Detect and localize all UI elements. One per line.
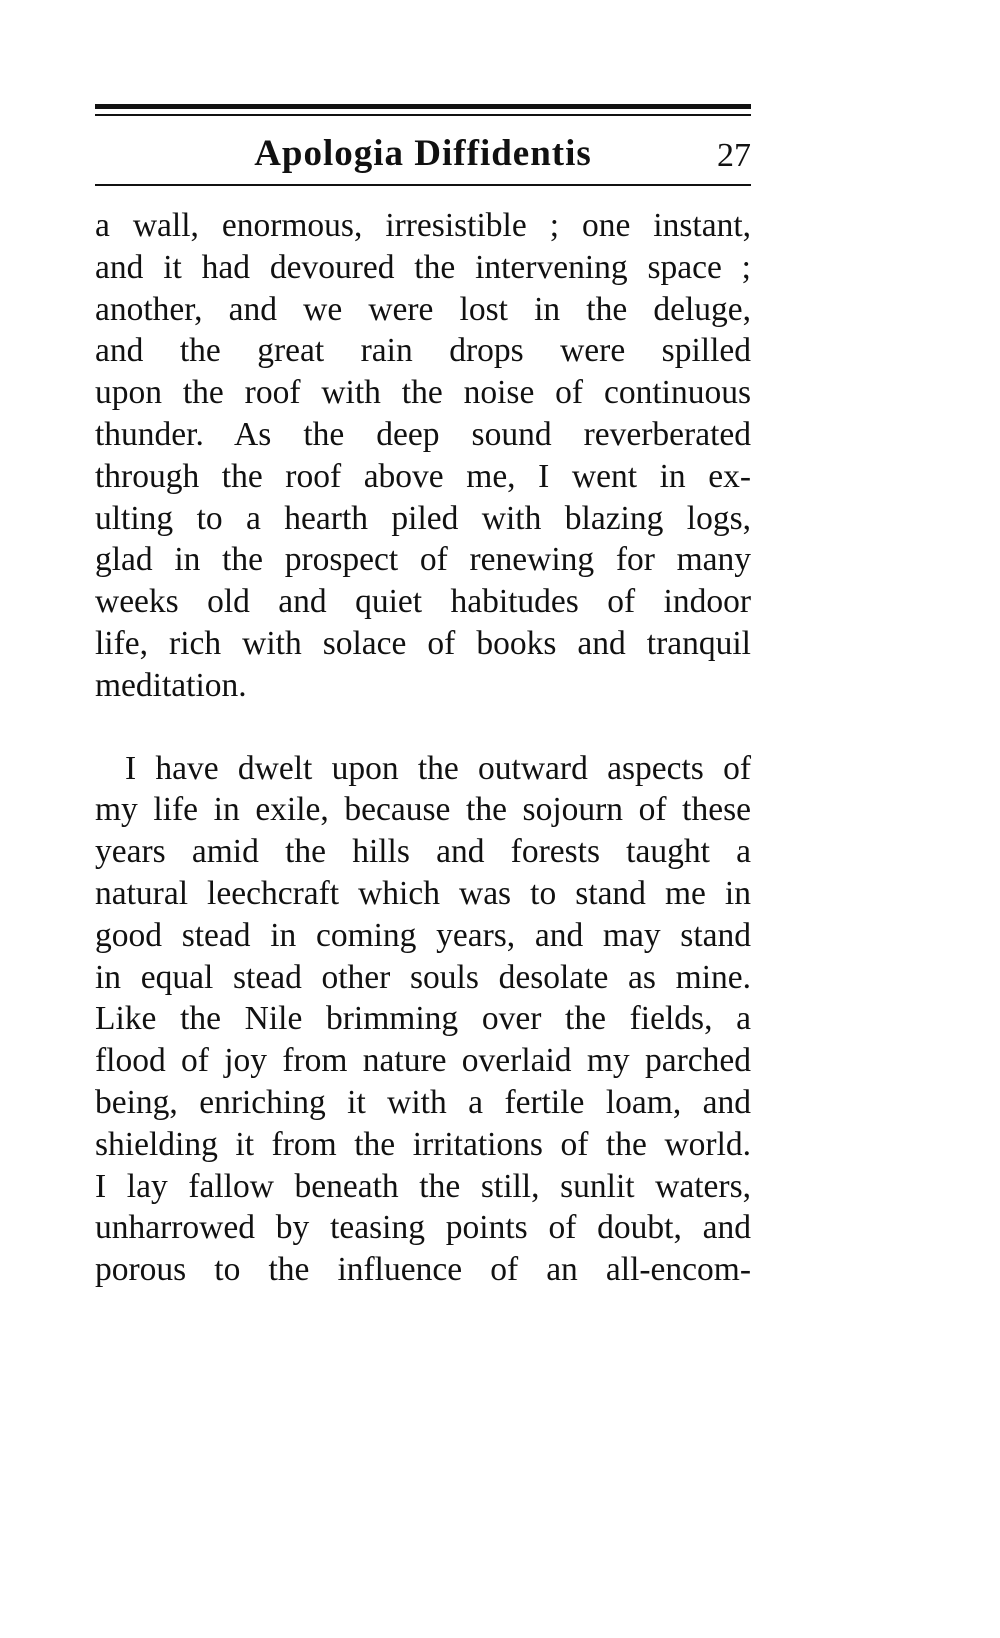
text-line: porous to the influence of an all-encom- (95, 1251, 751, 1289)
text-line: Like the Nile brimming over the fields, a (95, 1000, 751, 1038)
text-line: ulting to a hearth piled with blazing logs, (95, 499, 751, 537)
body-text (95, 205, 751, 1291)
text-line: and the great rain drops were spilled (95, 332, 751, 370)
text-line: through the roof above me, I went in ex- (95, 457, 751, 495)
text-line: shielding it from the irritations of the world. (95, 1125, 751, 1163)
text-line: unharrowed by teasing points of doubt, and (95, 1209, 751, 1247)
text-line: life, rich with solace of books and tranquil (95, 624, 751, 662)
text-line: being, enriching it with a fertile loam, and (95, 1083, 751, 1121)
running-head (95, 128, 751, 180)
page-number: 27 (717, 137, 751, 174)
text-line: in equal stead other souls desolate as mine. (95, 958, 751, 996)
text-line: a wall, enormous, irresistible ; one instant, (95, 207, 751, 244)
text-line: flood of joy from nature overlaid my parched (95, 1042, 751, 1080)
text-line: I lay fallow beneath the still, sunlit waters, (95, 1167, 751, 1205)
top-rule-thin (95, 114, 751, 116)
text-line: glad in the prospect of renewing for many (95, 541, 751, 579)
text-line: I have dwelt upon the outward aspects of (125, 749, 751, 787)
top-rule-thick (95, 104, 751, 109)
paragraph-2 (95, 748, 751, 1291)
text-line: upon the roof with the noise of continuous (95, 374, 751, 412)
text-line: meditation. (95, 666, 247, 704)
text-line: thunder. As the deep sound reverberated (95, 415, 751, 453)
text-line: good stead in coming years, and may stand (95, 916, 751, 954)
text-line: my life in exile, because the sojourn of these (95, 791, 751, 829)
text-line: years amid the hills and forests taught a (95, 833, 751, 871)
text-line: natural leechcraft which was to stand me in (95, 874, 751, 912)
text-line: another, and we were lost in the deluge, (95, 290, 751, 328)
text-line: weeks old and quiet habitudes of indoor (95, 583, 751, 621)
text-line: and it had devoured the intervening space ; (95, 248, 751, 286)
head-rule (95, 184, 751, 186)
running-title: Apologia Diffidentis (254, 133, 592, 174)
paragraph-1 (95, 205, 751, 707)
paragraph-gap (95, 707, 751, 748)
